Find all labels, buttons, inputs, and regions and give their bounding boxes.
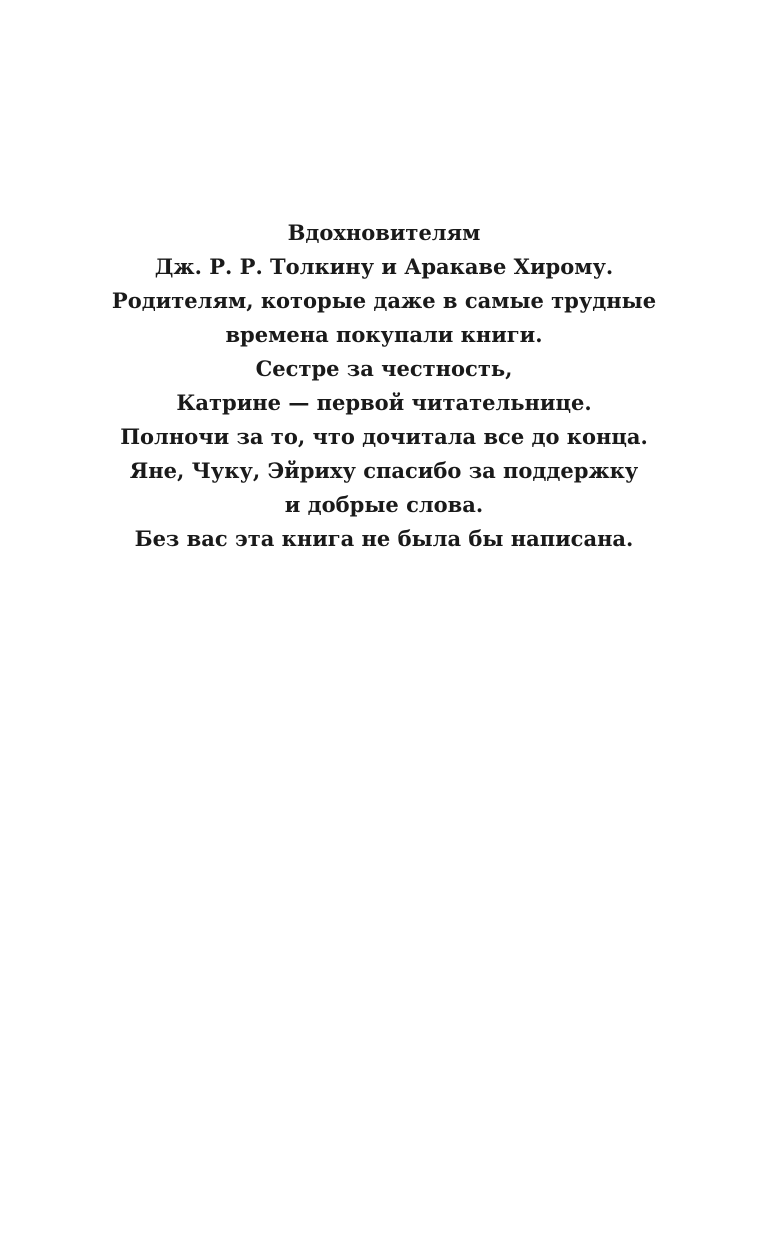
dedication-line: Полночи за то, что дочитала все до конца. xyxy=(120,424,648,449)
dedication-text xyxy=(0,216,768,556)
dedication-line: времена покупали книги. xyxy=(225,322,543,347)
dedication-line: Катрине — первой читательнице. xyxy=(176,390,592,415)
dedication-line: Дж. Р. Р. Толкину и Аракаве Хирому. xyxy=(154,254,614,279)
dedication-line: Вдохновителям xyxy=(287,220,481,245)
dedication-line: Сестре за честность, xyxy=(255,356,513,381)
dedication-line: Яне, Чуку, Эйриху спасибо за поддержку xyxy=(129,458,639,483)
dedication-line: и добрые слова. xyxy=(284,492,484,517)
dedication-line: Родителям, которые даже в самые трудные xyxy=(111,288,657,313)
dedication-line: Без вас эта книга не была бы написана. xyxy=(134,526,634,551)
